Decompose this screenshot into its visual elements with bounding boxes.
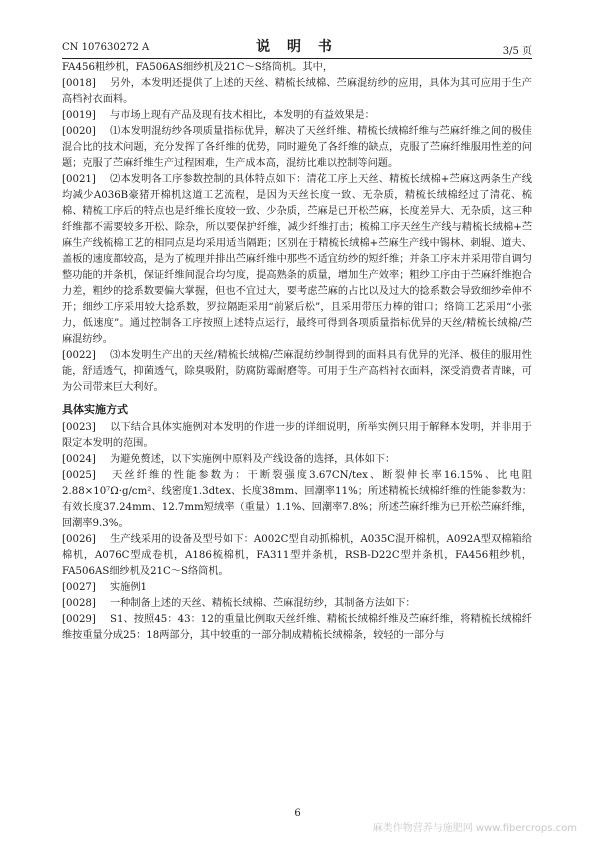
page-number: 6 xyxy=(294,808,301,819)
paragraph xyxy=(62,108,532,124)
paragraph xyxy=(62,172,532,348)
paragraph-number: [0026] xyxy=(62,534,96,545)
paragraph-text: 一种制备上述的天丝、精梳长绒棉、苎麻混纺纱，其制备方法如下： xyxy=(110,598,416,609)
paragraph-text: 生产线采用的设备及型号如下：A002C型自动抓棉机，A035C混开棉机，A092A型双棉箱给棉机，A076C型成卷机，A186梳棉机，FA311型并条机，RSB-D22C型并条机，FA456粗纱机，FA506AS细纱机及21C～S络筒机。 xyxy=(62,534,532,577)
paragraph xyxy=(62,468,532,532)
paragraph-number: [0018] xyxy=(62,78,96,89)
paragraph-number: [0021] xyxy=(62,174,96,185)
paragraph-number: [0029] xyxy=(62,614,96,625)
document-number: CN 107630272 A xyxy=(62,42,150,53)
paragraph xyxy=(62,348,532,396)
paragraph xyxy=(62,452,532,468)
paragraph-text: ⑶本发明生产出的天丝/精梳长绒棉/苎麻混纺纱制得到的面料具有优异的光泽、极佳的服用性能，舒适透气，抑菌透气，除臭吸附，防腐防霉耐磨等。可用于生产高档衬衣面料，深受消费者青睐，可为公司带来巨大利好。 xyxy=(62,350,532,393)
header-divider xyxy=(62,58,532,59)
paragraph-text: FA456粗纱机，FA506AS细纱机及21C～S络筒机。其中， xyxy=(62,62,334,73)
paragraph-number: [0023] xyxy=(62,422,96,433)
paragraph-text: 以下结合具体实施例对本发明的作进一步的详细说明，所举实例只用于解释本发明，并非用于限定本发明的范围。 xyxy=(62,422,532,449)
section-title: 具体实施方式 xyxy=(62,403,128,416)
paragraph xyxy=(62,60,532,76)
paragraph-number: [0019] xyxy=(62,110,96,121)
paragraph xyxy=(62,580,532,596)
paragraph xyxy=(62,76,532,108)
paragraph-text: 天丝纤维的性能参数为：干断裂强度3.67CN/tex、断裂伸长率16.15%、比电阻2.88×10⁷Ω·g/cm²、线密度1.3dtex、长度38mm、回潮率11%；所述精梳长绒棉纤维的性能参数为：有效长度37.24mm、12.7mm短绒率（重量）1.1%、回潮率7.8%；所述苎麻纤维为已开松苎麻纤维，回潮率9.3%。 xyxy=(62,470,532,529)
paragraph xyxy=(62,596,532,612)
document-title: 说 明 书 xyxy=(256,39,338,55)
paragraph xyxy=(62,420,532,452)
paragraph-text: ⑴本发明混纺纱各项质量指标优异，解决了天丝纤维、精梳长绒棉纤维与苎麻纤维之间的极佳混合比的技术问题，充分发挥了各纤维的优势，同时避免了各纤维的缺点，克服了苎麻纤维服用性差的问题；克服了苎麻纤维生产过程困难，生产成本高，混纺比难以控制等问题。 xyxy=(62,126,532,169)
paragraph-text: S1、按照45：43：12的重量比例取天丝纤维、精梳长绒棉纤维及苎麻纤维，将精梳长绒棉纤维按重量分成25：18两部分，其中较重的一部分制成精梳长绒棉条，较轻的一部分与 xyxy=(62,614,532,641)
paragraph-number: [0020] xyxy=(62,126,96,137)
page-info: 3/5 页 xyxy=(502,46,532,57)
watermark: 麻类作物营养与施肥网 www.fibercrops.com xyxy=(372,823,577,834)
page-header xyxy=(62,36,532,56)
paragraph xyxy=(62,532,532,580)
paragraph xyxy=(62,124,532,172)
paragraph-number: [0024] xyxy=(62,454,96,465)
paragraph-text: 为避免赘述，以下实施例中原料及产线设备的选择，具体如下： xyxy=(110,454,396,465)
paragraph-text: 另外，本发明还提供了上述的天丝、精梳长绒棉、苎麻混纺纱的应用，具体为其可应用于生产高档衬衣面料。 xyxy=(62,78,532,105)
paragraph-text: ⑵本发明各工序参数控制的具体特点如下：清花工序上天丝、精梳长绒棉+苎麻这两条生产线均减少A036B豪猪开棉机这道工艺流程，是因为天丝长度一致、无杂质，精梳长绒棉经过了清花、梳棉、精梳工序后的特点也是纤维长度较一致、少杂质，苎麻是已开松苎麻，长度差异大、无杂质，这三种纤维都不需要较多开松、除杂，所以要保护纤维，减少纤维打击；梳棉工序天丝生产线与精梳长绒棉+苎麻生产线梳棉工艺的相同点是均采用适当隔距；区别在于精梳长绒棉+苎麻生产线中锡林、刺辊、道夫、盖板的速度都较高，是为了梳理并排出苎麻纤维中那些不适宜纺纱的短纤维；并条工序末并采用带自调匀整功能的并条机，保证纤维间混合均匀度，提高熟条的质量，增加生产效率；粗纱工序由于苎麻纤维抱合力差，粗纱的捻系数要偏大掌握，但也不宜过大，要考虑苎麻的占比以及过大的捻系数会导致细纱牵伸不开；细纱工序采用较大捻系数，罗拉隔距采用“前紧后松”，且采用带压力棒的钳口；络筒工艺采用“小张力，低速度”。通过控制各工序按照上述特点运行，最终可得到各项质量指标优异的天丝/精梳长绒棉/苎麻混纺纱。 xyxy=(62,174,532,345)
paragraph-number: [0027] xyxy=(62,582,96,593)
paragraph-text: 与市场上现有产品及现有技术相比，本发明的有益效果是： xyxy=(110,110,375,121)
paragraph-number: [0022] xyxy=(62,350,96,361)
document-body xyxy=(62,60,532,644)
paragraph-text: 实施例1 xyxy=(110,582,148,593)
paragraph-number: [0028] xyxy=(62,598,96,609)
paragraph xyxy=(62,612,532,644)
paragraph-number: [0025] xyxy=(62,470,96,481)
